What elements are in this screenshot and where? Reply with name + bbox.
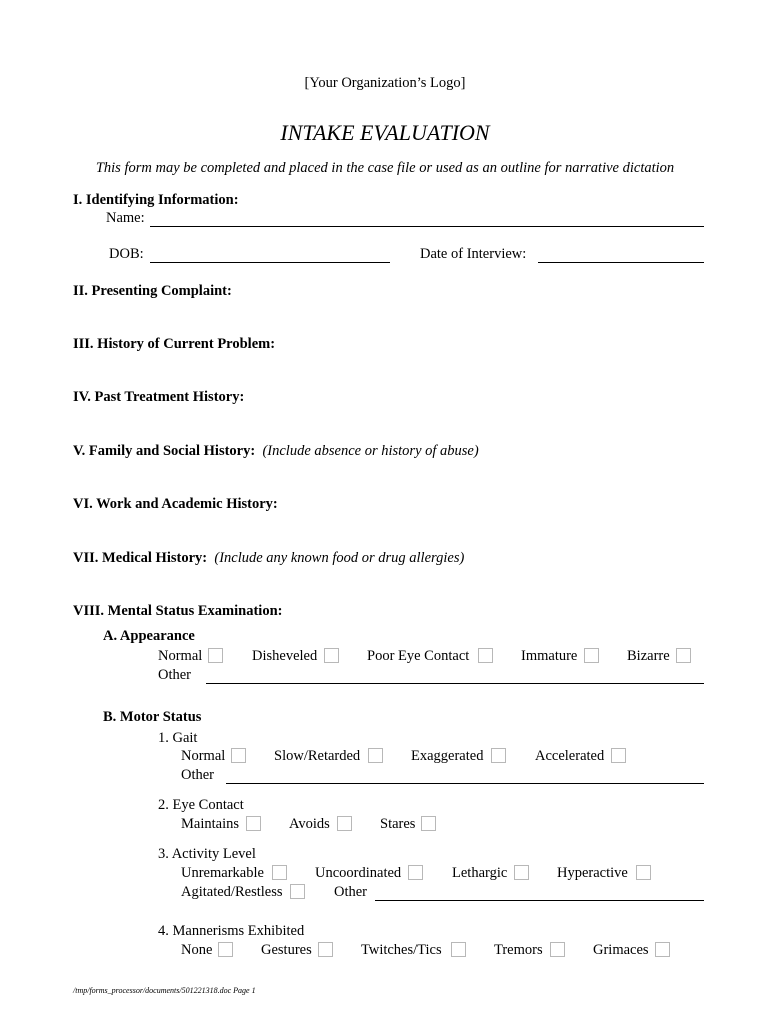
gait-normal-checkbox[interactable]	[231, 748, 246, 763]
eye-contact-maintains-checkbox[interactable]	[246, 816, 261, 831]
mannerisms-gestures-checkbox[interactable]	[318, 942, 333, 957]
mannerisms-option-label: Twitches/Tics	[361, 942, 442, 958]
appearance-normal-checkbox[interactable]	[208, 648, 223, 663]
eye-contact-option-label: Avoids	[289, 816, 330, 832]
gait-other-label: Other	[181, 767, 215, 783]
appearance-other-label: Other	[158, 667, 192, 683]
appearance-option-label: Immature	[521, 648, 578, 664]
section-mental-status-heading: VIII. Mental Status Examination:	[73, 603, 283, 619]
appearance-immature-checkbox[interactable]	[584, 648, 599, 663]
section-family-social-heading: V. Family and Social History:	[73, 443, 256, 459]
appearance-option-label: Disheveled	[252, 648, 318, 664]
activity-option-label: Agitated/Restless	[181, 884, 283, 900]
gait-slow-checkbox[interactable]	[368, 748, 383, 763]
gait-option-label: Slow/Retarded	[274, 748, 361, 764]
mannerisms-tremors-checkbox[interactable]	[550, 942, 565, 957]
appearance-disheveled-checkbox[interactable]	[324, 648, 339, 663]
mannerisms-twitches-checkbox[interactable]	[451, 942, 466, 957]
activity-option-label: Uncoordinated	[315, 865, 402, 881]
section-medical-note: (Include any known food or drug allergies)	[214, 550, 465, 566]
name-field[interactable]	[150, 226, 704, 227]
activity-lethargic-checkbox[interactable]	[514, 865, 529, 880]
activity-unremarkable-checkbox[interactable]	[272, 865, 287, 880]
gait-exaggerated-checkbox[interactable]	[491, 748, 506, 763]
eye-contact-heading: 2. Eye Contact	[158, 797, 244, 813]
appearance-other-field[interactable]	[206, 683, 704, 684]
gait-other-field[interactable]	[226, 783, 704, 784]
activity-heading: 3. Activity Level	[158, 846, 256, 862]
activity-agitated-checkbox[interactable]	[290, 884, 305, 899]
section-medical-heading: VII. Medical History:	[73, 550, 208, 566]
section-presenting-heading: II. Presenting Complaint:	[73, 283, 232, 299]
gait-option-label: Normal	[181, 748, 226, 764]
appearance-bizarre-checkbox[interactable]	[676, 648, 691, 663]
dob-label: DOB:	[109, 246, 144, 262]
activity-other-label: Other	[334, 884, 368, 900]
page-title: INTAKE EVALUATION	[280, 120, 490, 145]
gait-heading: 1. Gait	[158, 730, 198, 746]
appearance-option-label: Bizarre	[627, 648, 670, 664]
gait-option-label: Exaggerated	[411, 748, 484, 764]
mannerisms-grimaces-checkbox[interactable]	[655, 942, 670, 957]
activity-uncoordinated-checkbox[interactable]	[408, 865, 423, 880]
mannerisms-option-label: Gestures	[261, 942, 312, 958]
motor-heading: B. Motor Status	[103, 709, 202, 725]
appearance-poor-eye-contact-checkbox[interactable]	[478, 648, 493, 663]
appearance-option-label: Normal	[158, 648, 203, 664]
interview-date-field[interactable]	[538, 262, 704, 263]
mannerisms-none-checkbox[interactable]	[218, 942, 233, 957]
logo-placeholder: [Your Organization’s Logo]	[304, 75, 466, 91]
subtitle: This form may be completed and placed in the case file or used as an outline for narrative dictation	[95, 160, 675, 176]
mannerisms-heading: 4. Mannerisms Exhibited	[158, 923, 305, 939]
activity-hyperactive-checkbox[interactable]	[636, 865, 651, 880]
mannerisms-option-label: Grimaces	[593, 942, 649, 958]
appearance-heading: A. Appearance	[103, 628, 195, 644]
activity-option-label: Lethargic	[452, 865, 508, 881]
section-past-treatment-heading: IV. Past Treatment History:	[73, 389, 245, 405]
section-history-current-heading: III. History of Current Problem:	[73, 336, 276, 352]
eye-contact-option-label: Maintains	[181, 816, 239, 832]
eye-contact-avoids-checkbox[interactable]	[337, 816, 352, 831]
gait-option-label: Accelerated	[535, 748, 605, 764]
section-identifying-heading: I. Identifying Information:	[73, 192, 239, 208]
section-medical	[73, 550, 464, 567]
activity-option-label: Unremarkable	[181, 865, 264, 881]
section-family-social-note: (Include absence or history of abuse)	[262, 443, 479, 459]
dob-field[interactable]	[150, 262, 390, 263]
eye-contact-stares-checkbox[interactable]	[421, 816, 436, 831]
gait-accelerated-checkbox[interactable]	[611, 748, 626, 763]
eye-contact-option-label: Stares	[380, 816, 416, 832]
section-family-social	[73, 443, 479, 460]
mannerisms-option-label: None	[181, 942, 213, 958]
appearance-option-label: Poor Eye Contact	[367, 648, 470, 664]
mannerisms-option-label: Tremors	[494, 942, 543, 958]
activity-option-label: Hyperactive	[557, 865, 628, 881]
activity-other-field[interactable]	[375, 900, 704, 901]
footer-path: /tmp/forms_processor/documents/501221318.doc Page 1	[73, 986, 256, 995]
section-work-academic-heading: VI. Work and Academic History:	[73, 496, 278, 512]
interview-date-label: Date of Interview:	[420, 246, 527, 262]
name-label: Name:	[106, 210, 145, 226]
